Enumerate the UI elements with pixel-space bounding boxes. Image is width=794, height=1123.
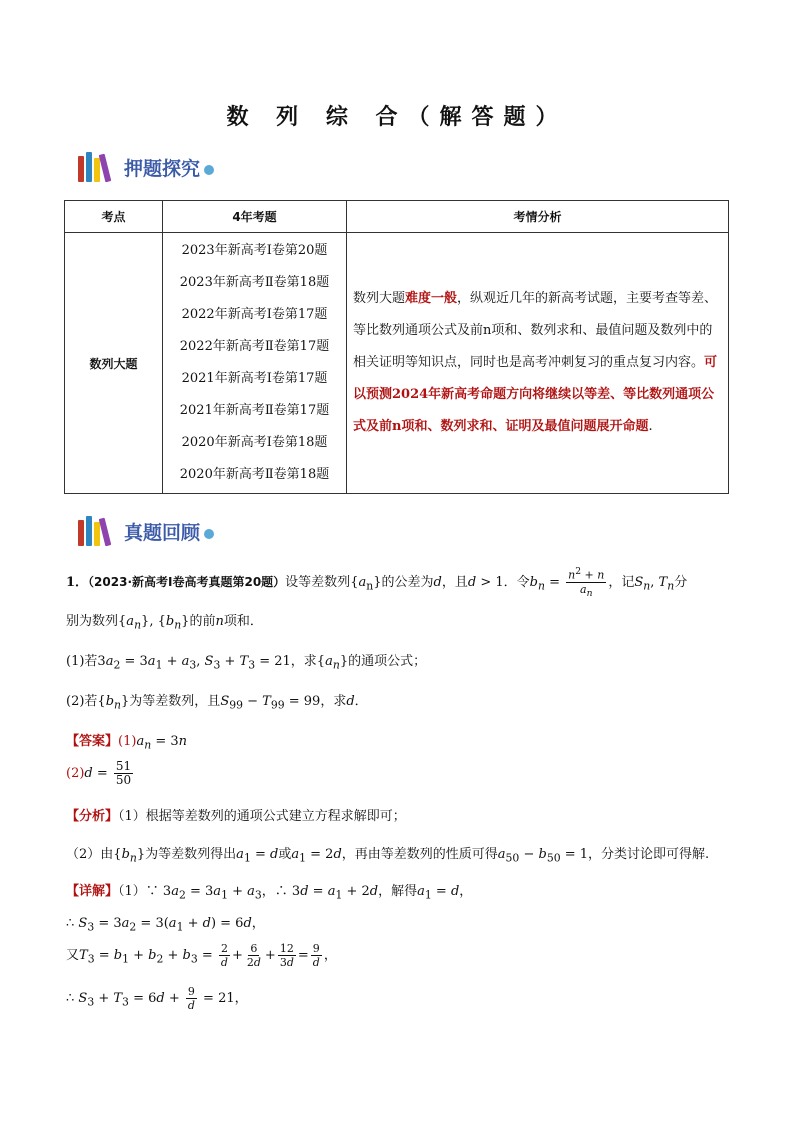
text: 为等差数列得出 <box>145 847 237 862</box>
text: ．令 <box>503 574 530 590</box>
text: 的公差为 <box>381 574 434 590</box>
analysis-tag: 【分析】 <box>66 809 119 824</box>
text: 或 <box>278 847 292 862</box>
text: ，分类讨论即可得解. <box>588 847 710 862</box>
text: （1）根据等差数列的通项公式建立方程求解即可； <box>118 809 406 824</box>
answer-line-2: (2)d = $\frac{51}{50}$ <box>66 759 132 787</box>
table-header: 4年考题 <box>163 201 347 233</box>
analysis-text: 数列大题 <box>353 291 406 306</box>
detail-line-1: 【详解】（1）∵ $3a_2 = 3a_1 + a_3$，∴ $3d = a_1 + 2d$，解得$a_1 = d$， <box>66 884 473 902</box>
text: 分 <box>674 574 688 590</box>
answer-label: (1) <box>118 734 137 749</box>
text: ，记 <box>608 574 635 590</box>
detail-tag: 【详解】 <box>66 884 119 899</box>
analysis-cell <box>347 233 729 494</box>
analysis-line-1 <box>66 805 406 824</box>
text: (1)若 <box>66 654 98 669</box>
text: 又 <box>66 948 80 963</box>
list-item: 2020年新高考Ⅱ卷第18题 <box>179 467 330 482</box>
text: ，再由等差数列的性质可得 <box>341 847 498 862</box>
list-item: 2022年新高考Ⅱ卷第17题 <box>179 339 330 354</box>
problem-line-1: 1．（2023·新高考Ⅰ卷高考真题第20题）设等差数列$\{a_n\}$的公差为d，且d > 1．令$b_n$ = $\frac{n^2 + n}{a_n}$ ，记$S_n$, $T_n$分 <box>66 566 688 599</box>
problem-line-2: 别为数列$\{a_n\}$, $\{b_n\}$的前n项和． <box>66 614 263 632</box>
detail-line-2: ∴ $S_3 = 3a_2 = 3(a_1 + d) = 6d$， <box>66 916 265 934</box>
formula-fraction: $\frac{51}{50}$ <box>115 759 132 787</box>
analysis-highlight: 难度一般 <box>405 291 458 306</box>
page-title: 数 列 综 合（解答题） <box>226 105 568 130</box>
list-item: 2021年新高考Ⅱ卷第17题 <box>179 403 330 418</box>
exam-table <box>64 200 729 494</box>
books-icon <box>78 152 120 182</box>
exam-list-cell <box>163 233 347 494</box>
text: 项和． <box>223 614 263 629</box>
text: （2）由 <box>66 847 114 862</box>
analysis-line-2: （2）由$\{b_n\}$为等差数列得出$a_1 = d$或$a_1 = 2d$，再由等差数列的性质可得$a_{50} - b_{50} = 1$，分类讨论即可得解. <box>66 847 710 865</box>
problem-source: （2023·新高考Ⅰ卷高考真题第20题） <box>88 574 286 589</box>
formula-fraction: $\frac{n^2 + n}{a_n}$ <box>568 566 605 599</box>
list-item: 2021年新高考Ⅰ卷第17题 <box>181 371 328 386</box>
text: ，解得 <box>378 884 418 899</box>
dot-icon <box>204 529 214 539</box>
section-label: 押题探究 <box>124 157 201 180</box>
topic-cell: 数列大题 <box>65 233 163 494</box>
text: (2)若 <box>66 694 98 709</box>
answer-label: (2) <box>66 766 85 781</box>
text: 设等差数列 <box>285 574 351 590</box>
text: 的通项公式； <box>348 654 427 669</box>
answer-tag: 【答案】 <box>66 734 119 749</box>
answer-line-1: 【答案】$(1)a_n = 3n$ <box>66 734 187 752</box>
text: ． <box>354 694 368 709</box>
list-item: 2023年新高考Ⅱ卷第18题 <box>179 275 330 290</box>
table-header: 考点 <box>65 201 163 233</box>
analysis-text: . <box>648 419 653 434</box>
question-2: (2)若$\{b_n\}$为等差数列，且$S_{99} - T_{99} = 99$，求d． <box>66 694 368 712</box>
text: （1） <box>118 884 146 899</box>
section-label: 真题回顾 <box>124 521 201 544</box>
list-item: 2023年新高考Ⅰ卷第20题 <box>181 243 328 258</box>
text: 别为数列 <box>66 614 119 629</box>
problem-number: 1． <box>66 574 89 590</box>
detail-line-3: 又$T_3 = b_1 + b_2 + b_3$ = $\frac{2}{d}$ + $\frac{6}{2d}$ + $\frac{12}{3d}$ = $\frac{9}{d}$ ， <box>66 942 337 969</box>
text: ，且 <box>441 574 468 590</box>
analysis-text: ，纵观近几年的新高考试题，主要考查等差、等比数列通项公式及前n项和、数列求和、最值问题及数列中的相关证明等知识点，同时也是高考冲刺复习的重点复习内容。 <box>353 291 718 370</box>
text: ，求 <box>290 654 317 669</box>
books-icon <box>78 516 120 546</box>
table-header: 考情分析 <box>347 201 729 233</box>
list-item: 2020年新高考Ⅰ卷第18题 <box>181 435 328 450</box>
text: 的前 <box>189 614 216 629</box>
section-header-review <box>78 516 214 546</box>
detail-line-4: ∴ $S_3 + T_3 = 6d$ + $\frac{9}{d}$ = 21， <box>66 985 248 1012</box>
question-1: (1)若$3a_2 = 3a_1 + a_3$, $S_3 + T_3 = 21$，求$\{a_n\}$的通项公式； <box>66 654 427 672</box>
section-header-explore <box>78 152 214 182</box>
analysis-prediction: 可以预测2024年新高考命题方向将继续以等差、等比数列通项公式及前n项和、数列求和、证明及最值问题展开命题 <box>353 355 718 434</box>
text: 为等差数列，且 <box>129 694 221 709</box>
text: ，求 <box>320 694 347 709</box>
dot-icon <box>204 165 214 175</box>
list-item: 2022年新高考Ⅰ卷第17题 <box>181 307 328 322</box>
